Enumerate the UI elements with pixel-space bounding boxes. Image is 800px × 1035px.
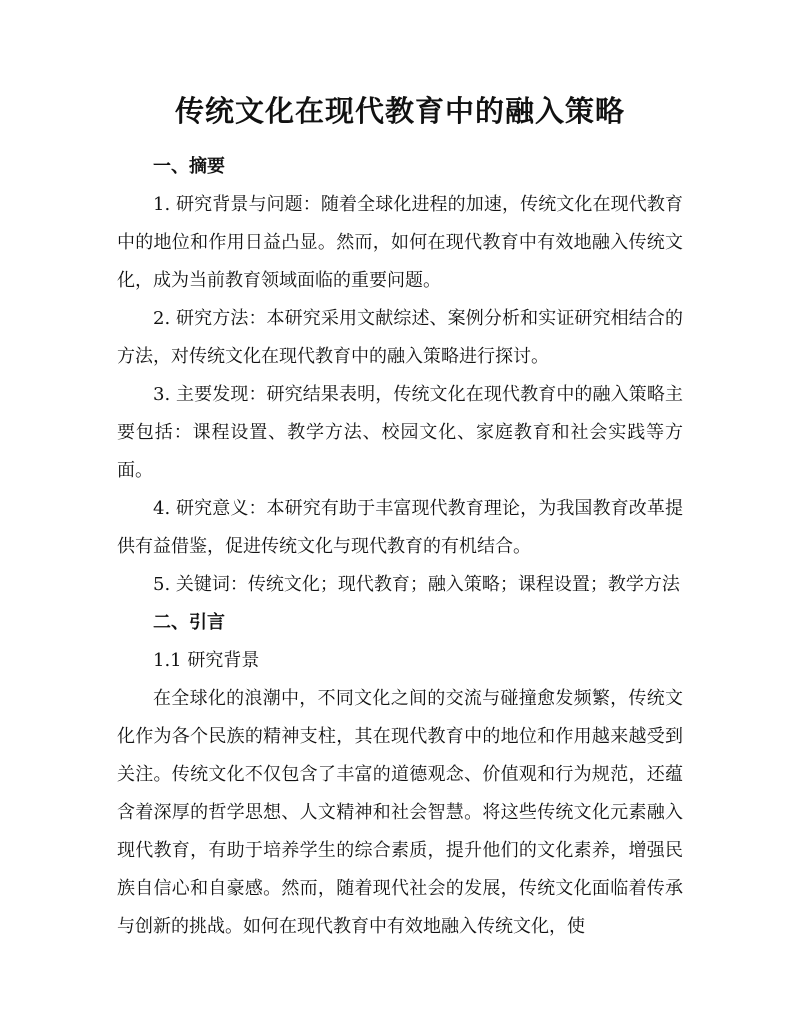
abstract-item-5-keywords: 5. 关键词：传统文化；现代教育；融入策略；课程设置；教学方法 <box>153 574 680 595</box>
abstract-item-3: 3. 主要发现：研究结果表明，传统文化在现代教育中的融入策略主要包括：课程设置、教学方法、校园文化、家庭教育和社会实践等方面。 <box>117 384 683 481</box>
intro-sub-heading: 1.1 研究背景 <box>153 650 260 671</box>
document-page <box>117 88 683 946</box>
abstract-item-4: 4. 研究意义：本研究有助于丰富现代教育理论，为我国教育改革提供有益借鉴，促进传统文化与现代教育的有机结合。 <box>117 498 683 557</box>
document-title: 传统文化在现代教育中的融入策略 <box>174 94 625 128</box>
abstract-heading: 一、摘要 <box>153 156 225 177</box>
abstract-item-2: 2. 研究方法：本研究采用文献综述、案例分析和实证研究相结合的方法，对传统文化在现代教育中的融入策略进行探讨。 <box>117 308 683 367</box>
intro-heading: 二、引言 <box>153 612 225 633</box>
abstract-item-1: 1. 研究背景与问题：随着全球化进程的加速，传统文化在现代教育中的地位和作用日益凸显。然而，如何在现代教育中有效地融入传统文化，成为当前教育领域面临的重要问题。 <box>117 194 683 291</box>
intro-paragraph: 在全球化的浪潮中，不同文化之间的交流与碰撞愈发频繁，传统文化作为各个民族的精神支柱，其在现代教育中的地位和作用越来越受到关注。传统文化不仅包含了丰富的道德观念、价值观和行为规范，还蕴含着深厚的哲学思想、人文精神和社会智慧。将这些传统文化元素融入现代教育，有助于培养学生的综合素质，提升他们的文化素养，增强民族自信心和自豪感。然而，随着现代社会的发展，传统文化面临着传承与创新的挑战。如何在现代教育中有效地融入传统文化，使 <box>117 688 683 937</box>
